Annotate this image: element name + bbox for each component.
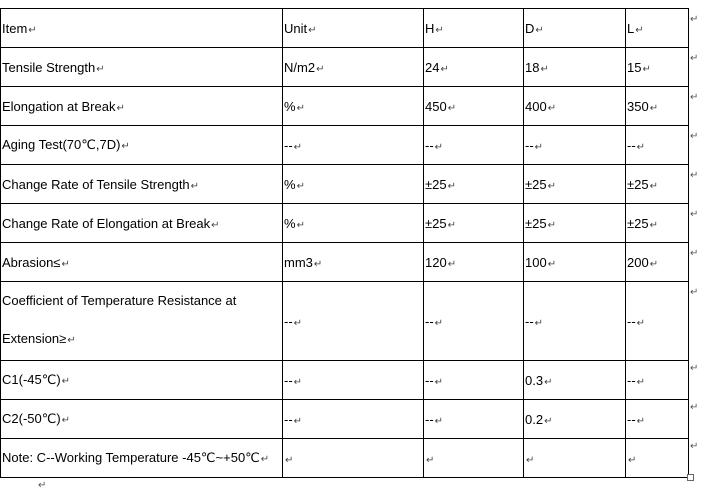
table-cell: ±25↵ [524,165,626,204]
table-cell: Item↵ [1,9,283,48]
table-cell: 0.3↵ [524,361,626,400]
table-note-row [1,439,689,478]
table-cell: ↵ [524,439,626,478]
table-row [1,48,689,87]
table-cell: --↵ [626,282,689,361]
table-cell: D↵ [524,9,626,48]
table-cell: ±25↵ [626,165,689,204]
paragraph-end-mark: ↵ [38,480,47,491]
table-cell: %↵ [283,87,424,126]
table-cell: C1(-45℃)↵ [1,361,283,400]
row-end-mark: ↵ [690,209,699,220]
table-cell: --↵ [626,126,689,165]
table-cell: --↵ [424,400,524,439]
table-cell: Abrasion≤↵ [1,243,283,282]
table-cell: ±25↵ [424,204,524,243]
table-cell: Change Rate of Elongation at Break↵ [1,204,283,243]
table-row [1,243,689,282]
table-cell: --↵ [626,400,689,439]
table-cell: --↵ [424,126,524,165]
row-end-mark: ↵ [690,287,699,298]
row-end-mark: ↵ [690,248,699,259]
table-row [1,204,689,243]
specification-table [0,8,689,478]
row-end-mark: ↵ [690,92,699,103]
table-cell: L↵ [626,9,689,48]
table-cell: --↵ [283,126,424,165]
table-cell: --↵ [424,282,524,361]
table-cell: 450↵ [424,87,524,126]
table-cell: --↵ [424,361,524,400]
table-cell: 18↵ [524,48,626,87]
table-cell: N/m2↵ [283,48,424,87]
table-cell: Aging Test(70℃,7D)↵ [1,126,283,165]
table-cell: H↵ [424,9,524,48]
table-cell: --↵ [626,361,689,400]
table-row [1,400,689,439]
table-cell: Tensile Strength↵ [1,48,283,87]
table-row [1,165,689,204]
table-cell: --↵ [283,400,424,439]
table-cell: ±25↵ [524,204,626,243]
table-cell: 24↵ [424,48,524,87]
table-cell: %↵ [283,165,424,204]
table-cell: --↵ [283,282,424,361]
table-cell: 400↵ [524,87,626,126]
row-end-mark: ↵ [690,170,699,181]
table-row [1,282,689,361]
table-cell: mm3↵ [283,243,424,282]
table-cell: --↵ [524,126,626,165]
table-cell: C2(-50℃)↵ [1,400,283,439]
table-header-row [1,9,689,48]
table-cell: ±25↵ [424,165,524,204]
table-cell: 100↵ [524,243,626,282]
row-end-mark: ↵ [690,363,699,374]
table-cell: ±25↵ [626,204,689,243]
table-row [1,87,689,126]
row-end-mark: ↵ [690,441,699,452]
row-end-mark: ↵ [690,131,699,142]
table-resize-handle[interactable] [687,474,694,481]
row-end-mark: ↵ [690,402,699,413]
table-row [1,361,689,400]
table-cell: 15↵ [626,48,689,87]
table-cell: Note: C--Working Temperature -45℃~+50℃↵ [1,439,283,478]
table-cell: Coefficient of Temperature Resistance at Extension≥↵ [1,282,283,361]
table-cell: ↵ [283,439,424,478]
table-cell: Elongation at Break↵ [1,87,283,126]
table-cell: 120↵ [424,243,524,282]
table-row [1,126,689,165]
table-cell: Unit↵ [283,9,424,48]
table-cell: --↵ [283,361,424,400]
table-cell: 200↵ [626,243,689,282]
table-cell: 0.2↵ [524,400,626,439]
table-cell: --↵ [524,282,626,361]
table-cell: ↵ [424,439,524,478]
table-cell: ↵ [626,439,689,478]
row-end-mark: ↵ [690,14,699,25]
row-end-mark: ↵ [690,53,699,64]
table-cell: Change Rate of Tensile Strength↵ [1,165,283,204]
table-cell: %↵ [283,204,424,243]
table-cell: 350↵ [626,87,689,126]
